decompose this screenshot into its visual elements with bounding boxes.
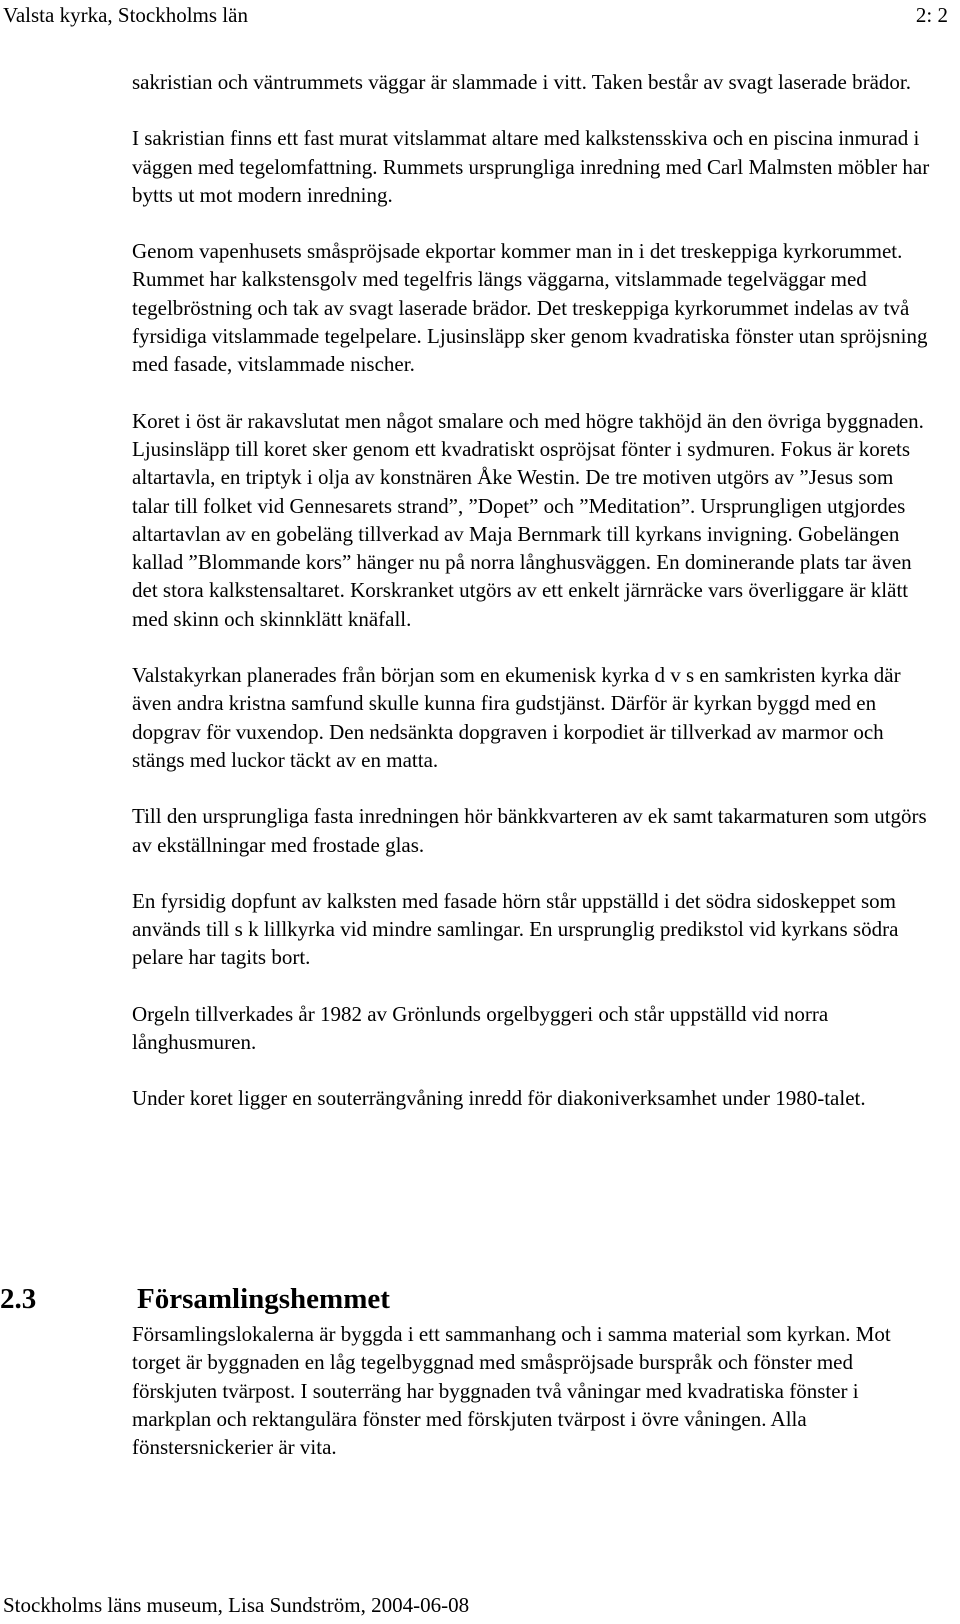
- paragraph: I sakristian finns ett fast murat vitslammat altare med kalkstensskiva och en piscina inmurad i väggen med tegelomfattning. Rummets ursprungliga inredning med Carl Malmsten möbler har bytts ut mot modern inredning.: [132, 126, 930, 207]
- section-title: Församlingshemmet: [137, 1283, 390, 1315]
- page-header: [0, 0, 960, 30]
- paragraph: Koret i öst är rakavslutat men något smalare och med högre takhöjd än den övriga byggnaden. Ljusinsläpp till koret sker genom ett kvadratiskt ospröjsat fönter i sydmuren. Fokus är korets altartavla, en triptyk i olja av konstnären Åke Westin. De tre motiven utgörs av ”Jesus som talar till folket vid Gennesarets strand”, ”Dopet” och ”Meditation”. Ursprungligen utgjordes altartavlan av en gobeläng tillverkad av Maja Bernmark till kyrkans invigning. Gobelängen kallad ”Blommande kors” hänger nu på norra långhusväggen. En dominerande plats tar även det stora kalkstensaltaret. Korskranket utgörs av ett enkelt järnräcke vars överliggare är klätt med skinn och skinnklätt knäfall.: [132, 408, 924, 631]
- section-paragraph: Församlingslokalerna är byggda i ett sammanhang och i samma material som kyrkan. Mot torget är byggnaden en låg tegelbyggnad med småspröjsade burspråk och fönster med förskjuten tvärpost. I souterräng har byggnaden två våningar med kvadratiska fönster i markplan och rektangulära fönster med förskjuten tvärpost i övre våningen. Alla fönstersnickerier är vita.: [132, 1322, 891, 1460]
- page-footer: Stockholms läns museum, Lisa Sundström, 2004-06-08: [3, 1593, 470, 1617]
- paragraph: sakristian och väntrummets väggar är slammade i vitt. Taken består av svagt laserade brädor.: [132, 70, 911, 94]
- section-number: 2.3: [0, 1283, 37, 1315]
- section-forsamlingshemmet: [0, 1278, 960, 1461]
- paragraph: Under koret ligger en souterrängvåning inredd för diakoniverksamhet under 1980-talet.: [132, 1086, 866, 1111]
- paragraph: Genom vapenhusets småspröjsade ekportar kommer man in i det treskeppiga kyrkorummet. Rummet har kalkstensgolv med tegelfris längs väggarna, vitslammade tegelväggar med tegelbröstning och tak av svagt laserade brädor. Det treskeppiga kyrkorummet indelas av två fyrsidiga vitslammade tegelpelare. Ljusinsläpp sker genom kvadratiska fönster utan spröjsning med fasade, vitslammade nischer.: [132, 239, 928, 377]
- paragraph: Valstakyrkan planerades från början som en ekumenisk kyrka d v s en samkristen kyrka där även andra kristna samfund skulle kunna fira gudstjänst. Därför är kyrkan byggd med en dopgrav för vuxendop. Den nedsänkta dopgraven i korpodiet är tillverkad av marmor och stängs med luckor täckt av en matta.: [132, 663, 901, 772]
- paragraph: Orgeln tillverkades år 1982 av Grönlunds orgelbyggeri och står uppställd vid norra långhusmuren.: [132, 1001, 829, 1055]
- paragraph: En fyrsidig dopfunt av kalksten med fasade hörn står uppställd i det södra sidoskeppet som används till s k lillkyrka vid mindre samlingar. En ursprunglig predikstol vid kyrkans södra pelare har tagits bort.: [132, 888, 899, 970]
- header-title: Valsta kyrka, Stockholms län: [3, 3, 248, 27]
- document-body: [132, 68, 932, 1141]
- page-number: 2: 2: [915, 3, 948, 27]
- paragraph: Till den ursprungliga fasta inredningen hör bänkkvarteren av ek samt takarmaturen som utgörs av ekställningar med frostade glas.: [132, 804, 927, 857]
- section-heading: [0, 1278, 960, 1320]
